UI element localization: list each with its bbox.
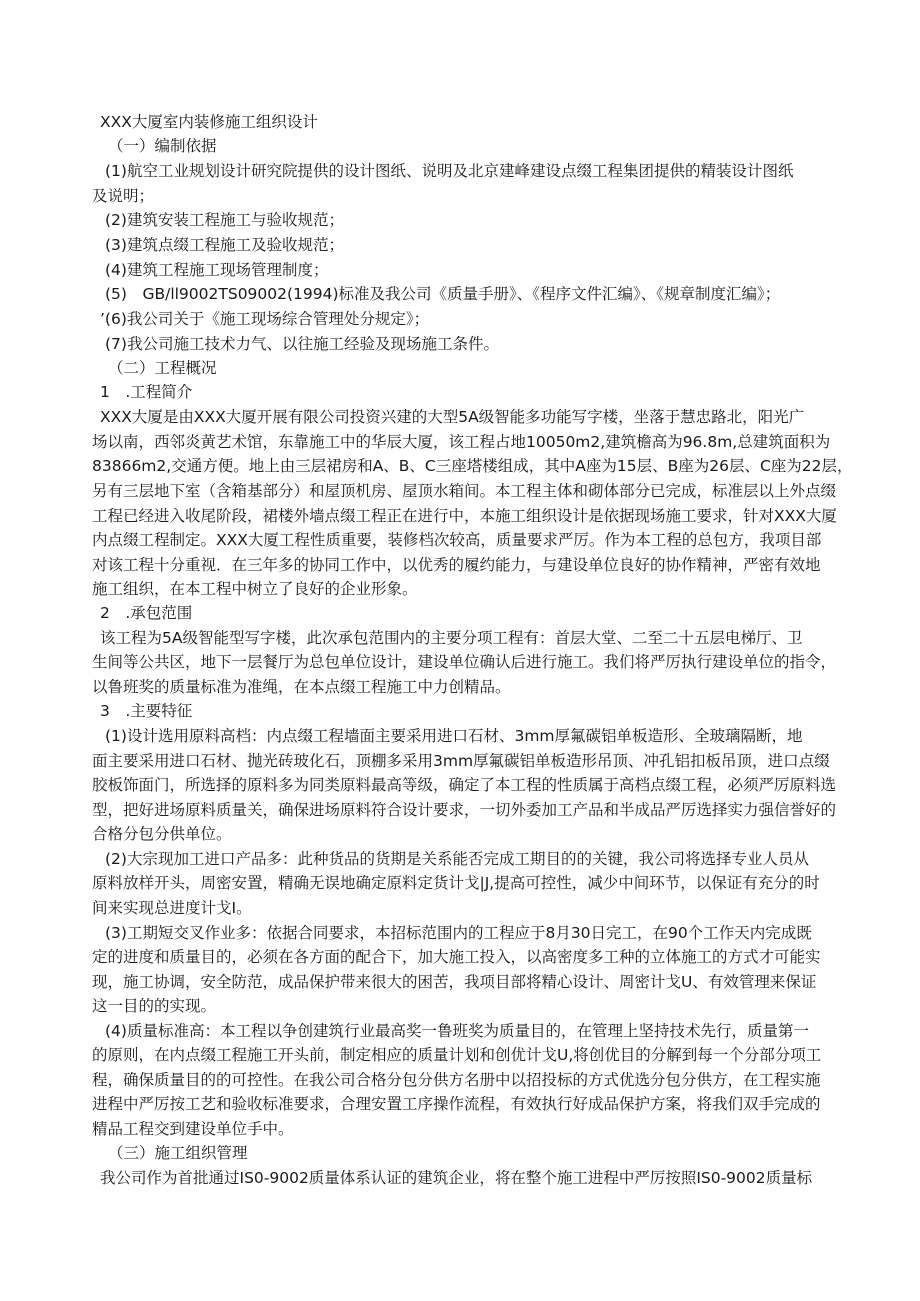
paragraph-line: 现，施工协调，安全防范，成品保护带来很大的困苦，我项目部将精心设计、周密计戈U、有效管理来保证 (92, 973, 817, 991)
section-heading-2: （二）工程概况 (108, 359, 217, 377)
paragraph-line: 83866m2,交通方便。地上由三层裙房和A、B、C三座塔楼组成，其中A座为15层、B座为26层、C座为22层， (92, 457, 853, 475)
paragraph-line: 场以南，西邻炎黄艺术馆，东靠施工中的华辰大厦，该工程占地10050m2,建筑檐高为96.8m,总建筑面积为 (92, 433, 831, 451)
paragraph-line: 对该工程十分重视．在三年多的协同工作中，以优秀的履约能力，与建设单位良好的协作精神，严密有效地 (92, 556, 821, 574)
paragraph-line: 的原则，在内点缀工程施工开头前，制定相应的质量计划和创优计戈U,将创优目的分解到每一个分部分项工 (92, 1046, 822, 1064)
section-heading-3: （三）施工组织管理 (108, 1144, 248, 1162)
paragraph-line: 型，把好进场原料质量关，确保进场原料符合设计要求，一切外委加工产品和半成品严厉选择实力强信誉好的 (92, 801, 837, 819)
paragraph-line: (2)大宗现加工进口产品多：此种货品的货期是关系能否完成工期目的的关键，我公司将选择专业人员从 (105, 850, 809, 868)
paragraph-line: (1)设计选用原料高档：内点缀工程墙面主要采用进口石材、3mm厚氟碳铝单板造形、全玻璃隔断，地 (105, 727, 803, 745)
subsection-heading: 2 .承包范围 (100, 604, 193, 622)
paragraph-line: 该工程为5A级智能型写字楼，此次承包范围内的主要分项工程有：首层大堂、二至二十五层电梯厅、卫 (100, 629, 803, 647)
list-item: (7)我公司施工技术力气、以往施工经验及现场施工条件。 (105, 335, 499, 353)
list-item: (4)建筑工程施工现场管理制度； (105, 261, 329, 279)
paragraph-line: 定的进度和质量目的，必须在各方面的配合下，加大施工投入，以高密度多工种的立体施工的方式才可能实 (92, 948, 821, 966)
paragraph-line: 这一目的的实现。 (92, 997, 217, 1015)
paragraph-line: (3)工期短交叉作业多：依据合同要求，本招标范围内的工程应于8月30日完工，在90个工作天内完成既 (105, 924, 812, 942)
paragraph-line: 间来实现总进度计戈I。 (92, 899, 252, 917)
list-item: (5) GB/ll9002TS09002(1994)标准及我公司《质量手册》、《程序文件汇编》、《规章制度汇编》； (105, 285, 781, 303)
paragraph-line: 精品工程交到建设单位手中。 (92, 1120, 294, 1138)
list-item: ’(6)我公司关于《施工现场综合管理处分规定》； (100, 310, 430, 328)
paragraph-line: 以鲁班奖的质量标准为准绳，在本点缀工程施工中力创精品。 (92, 678, 511, 696)
subsection-heading: 1 .工程简介 (100, 383, 193, 401)
subsection-heading: 3 .主要特征 (100, 702, 193, 720)
list-item: (2)建筑安装工程施工与验收规范； (105, 211, 344, 229)
paragraph-line: XXX大厦是由XXX大厦开展有限公司投资兴建的大型5A级智能多功能写字楼，坐落于慧忠路北，阳光广 (100, 408, 805, 426)
paragraph-line: 程，确保质量目的的可控性。在我公司合格分包分供方名册中以招投标的方式优选分包分供方，在工程实施 (92, 1071, 821, 1089)
paragraph-line: 胶板饰面门，所选择的原料多为同类原料最高等级，确定了本工程的性质属于高档点缀工程，必须严厉原料选 (92, 776, 837, 794)
paragraph-line: 施工组织，在本工程中树立了良好的企业形象。 (92, 580, 418, 598)
paragraph-line: 生间等公共区，地下一层餐厅为总包单位设计，建设单位确认后进行施工。我们将严厉执行建设单位的指令， (92, 653, 837, 671)
paragraph-line: (4)质量标准高：本工程以争创建筑行业最高奖一鲁班奖为质量目的，在管理上坚持技术先行，质量第一 (105, 1022, 809, 1040)
document-title: XXX大厦室内装修施工组织设计 (100, 113, 318, 131)
paragraph-line: 我公司作为首批通过IS0-9002质量体系认证的建筑企业，将在整个施工进程中严厉按照IS0-9002质量标 (100, 1169, 813, 1187)
paragraph-line: 另有三层地下室（含箱基部分）和屋顶机房、屋顶水箱间。本工程主体和砌体部分已完成，标准层以上外点缀 (92, 482, 837, 500)
paragraph-line: 原料放样开头，周密安置，精确无误地确定原料定货计戈|J,提高可控性，减少中间环节，以保证有充分的时 (92, 874, 820, 892)
paragraph-line: 面主要采用进口石材、抛光砖玻化石，顶棚多采用3mm厚氟碳铝单板造形吊顶、冲孔铝扣板吊顶，进口点缀 (92, 752, 830, 770)
paragraph-line: 及说明； (92, 187, 155, 205)
paragraph-line: 内点缀工程制定。XXX大厦工程性质重要，装修档次较高，质量要求严厉。作为本工程的总包方，我项目部 (92, 531, 822, 549)
paragraph-line: (1)航空工业规划设计研究院提供的设计图纸、说明及北京建峰建设点缀工程集团提供的精装设计图纸 (105, 162, 794, 180)
paragraph-line: 合格分包分供单位。 (92, 825, 232, 843)
paragraph-line: 进程中严厉按工艺和验收标准要求，合理安置工序操作流程，有效执行好成品保护方案，将我们双手完成的 (92, 1095, 821, 1113)
paragraph-line: 工程已经进入收尾阶段，裙楼外墙点缀工程正在进行中，本施工组织设计是依据现场施工要求，针对XXX大厦 (92, 507, 837, 525)
list-item: (3)建筑点缀工程施工及验收规范； (105, 236, 344, 254)
section-heading-1: （一）编制依据 (108, 137, 217, 155)
